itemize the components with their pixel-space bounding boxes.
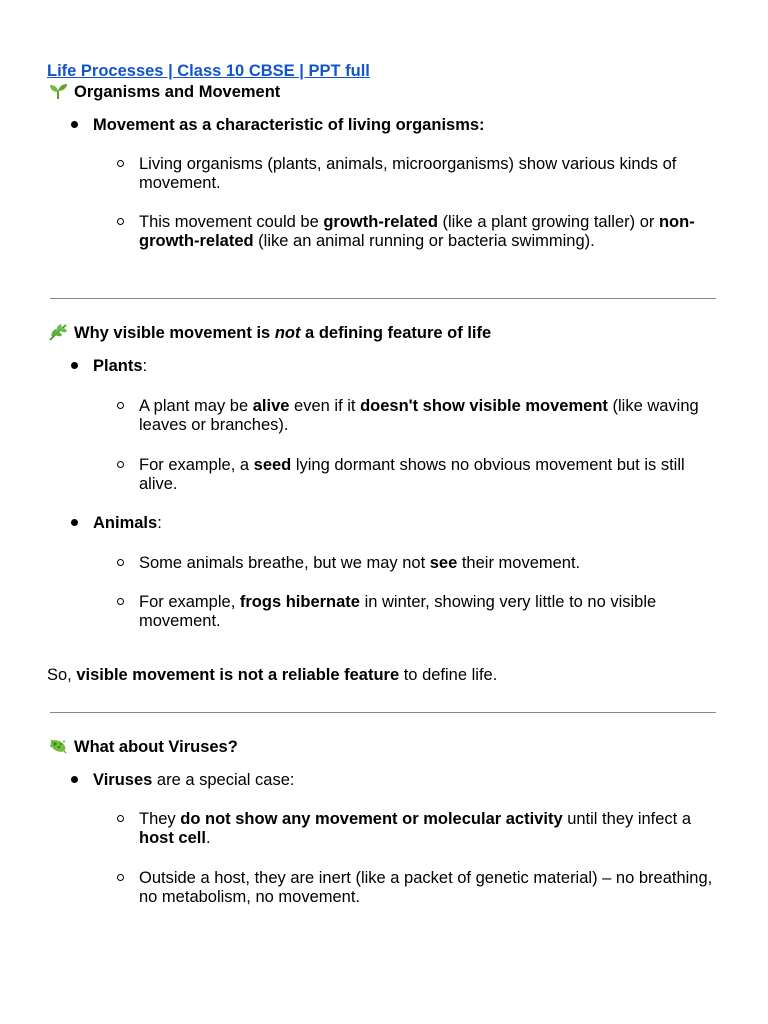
sub-item-animals-breathe: Some animals breathe, but we may not see their movement.: [139, 554, 581, 572]
list-item-animals: Animals:: [93, 514, 162, 532]
conclusion-paragraph: So, visible movement is not a reliable feature to define life.: [47, 666, 498, 684]
sub-bullet-circle: [117, 815, 124, 822]
section-heading-organisms: [47, 82, 280, 102]
sub-item-frogs: For example, frogs hibernate in winter, showing very little to no visible movement.: [139, 593, 657, 630]
sub-bullet-circle: [117, 160, 124, 167]
divider: [50, 298, 716, 299]
sub-bullet-circle: [117, 461, 124, 468]
sub-item-seed: For example, a seed lying dormant shows no obvious movement but is still alive.: [139, 456, 685, 493]
bullet-dot: [71, 121, 78, 128]
bullet-dot: [71, 776, 78, 783]
section-heading-text: Organisms and Movement: [74, 83, 281, 101]
sub-item-no-movement: They do not show any movement or molecular activity until they infect a host cell.: [139, 810, 692, 847]
section-heading-visible-movement: Why visible movement is not a defining feature of life: [47, 323, 491, 343]
bullet-dot: [71, 519, 78, 526]
list-item-viruses: Viruses are a special case:: [93, 771, 295, 789]
life-processes-link[interactable]: Life Processes | Class 10 CBSE | PPT full: [47, 62, 370, 80]
sub-item-growth-related: This movement could be growth-related (like a plant growing taller) or non-growth-related (like an animal running or bacteria swimming).: [139, 213, 695, 250]
list-item-movement-characteristic: Movement as a characteristic of living organisms:: [93, 116, 485, 134]
sub-bullet-circle: [117, 402, 124, 409]
seedling-icon: [47, 82, 69, 100]
sub-item-living-organisms: Living organisms (plants, animals, microorganisms) show various kinds of movement.: [139, 155, 677, 192]
microbe-icon: [47, 737, 69, 755]
sub-bullet-circle: [117, 598, 124, 605]
sub-bullet-circle: [117, 874, 124, 881]
section-heading-viruses: What about Viruses?: [47, 737, 238, 757]
sub-item-inert: Outside a host, they are inert (like a packet of genetic material) – no breathing, no metabolism, no movement.: [139, 869, 713, 906]
list-item-plants: Plants:: [93, 357, 148, 375]
divider: [50, 712, 716, 713]
bullet-dot: [71, 362, 78, 369]
sub-bullet-circle: [117, 218, 124, 225]
sub-item-plant-alive: A plant may be alive even if it doesn't show visible movement (like waving leaves or branches).: [139, 397, 699, 434]
sub-bullet-circle: [117, 559, 124, 566]
herb-icon: [47, 323, 69, 341]
